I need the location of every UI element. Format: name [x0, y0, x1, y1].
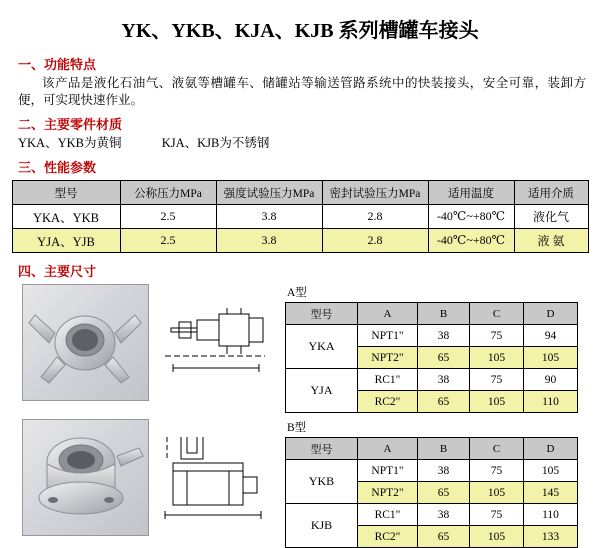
table-row	[286, 460, 578, 482]
cell-nominal-pressure: 2.5	[120, 229, 216, 253]
cell-c: 75	[470, 504, 524, 526]
th-c: C	[470, 303, 524, 325]
cell-nominal-pressure: 2.5	[120, 205, 216, 229]
table-header-row	[286, 438, 578, 460]
cell-d: 110	[524, 504, 578, 526]
cell-a: NPT2"	[358, 347, 418, 369]
cell-b: 65	[418, 526, 470, 548]
cell-seal-test: 2.8	[322, 229, 428, 253]
cell-a: RC2"	[358, 391, 418, 413]
cell-d: 145	[524, 482, 578, 504]
cell-a: NPT1"	[358, 460, 418, 482]
cell-model: YKB	[286, 460, 358, 504]
cell-c: 75	[470, 325, 524, 347]
cell-d: 105	[524, 347, 578, 369]
th-medium: 适用介质	[514, 181, 588, 205]
cell-a: NPT1"	[358, 325, 418, 347]
cell-a: RC1"	[358, 504, 418, 526]
product-photo-a	[22, 284, 149, 401]
cell-b: 65	[418, 482, 470, 504]
dimension-table-a	[285, 302, 578, 413]
th-b: B	[418, 303, 470, 325]
dimension-block-a	[0, 284, 600, 413]
cell-d: 90	[524, 369, 578, 391]
type-label-b: B型	[287, 422, 307, 434]
product-photo-b	[22, 419, 149, 536]
th-model: 型号	[286, 438, 358, 460]
material-line-steel: KJA、KJB为不锈钢	[161, 136, 270, 150]
cell-medium: 液化气	[514, 205, 588, 229]
cell-b: 38	[418, 504, 470, 526]
th-nominal-pressure: 公称压力MPa	[120, 181, 216, 205]
table-row	[286, 325, 578, 347]
th-strength-test: 强度试验压力MPa	[216, 181, 322, 205]
cell-model: YKA、YKB	[12, 205, 120, 229]
cell-strength-test: 3.8	[216, 229, 322, 253]
cell-c: 105	[470, 482, 524, 504]
th-d: D	[524, 303, 578, 325]
cell-c: 105	[470, 347, 524, 369]
dimension-table-b	[285, 437, 578, 548]
cell-temperature: -40℃~+80℃	[428, 205, 514, 229]
table-row	[286, 504, 578, 526]
cell-b: 65	[418, 347, 470, 369]
th-a: A	[358, 303, 418, 325]
cell-c: 105	[470, 526, 524, 548]
cell-medium: 液 氨	[514, 229, 588, 253]
cell-c: 75	[470, 460, 524, 482]
material-lines	[18, 135, 586, 152]
cell-b: 65	[418, 391, 470, 413]
cell-temperature: -40℃~+80℃	[428, 229, 514, 253]
cell-c: 105	[470, 391, 524, 413]
table-header-row	[286, 303, 578, 325]
technical-drawing-b	[157, 419, 275, 534]
table-header-row	[12, 181, 588, 205]
cell-model: YJA	[286, 369, 358, 413]
cell-d: 110	[524, 391, 578, 413]
dimension-table-wrap-b	[285, 419, 578, 548]
features-heading: 一、功能特点	[18, 57, 97, 72]
cell-a: RC1"	[358, 369, 418, 391]
dimension-block-b	[0, 419, 600, 548]
th-model: 型号	[12, 181, 120, 205]
th-a: A	[358, 438, 418, 460]
cell-b: 38	[418, 325, 470, 347]
cell-d: 94	[524, 325, 578, 347]
dimension-blocks	[0, 284, 600, 548]
th-c: C	[470, 438, 524, 460]
dimension-table-wrap-a	[285, 284, 578, 413]
cell-d: 133	[524, 526, 578, 548]
cell-a: NPT2"	[358, 482, 418, 504]
material-heading: 二、主要零件材质	[18, 117, 123, 132]
features-text: 该产品是液化石油气、液氨等槽罐车、储罐站等输送管路系统中的快装接头，安全可靠，装卸方便，可实现快速作业。	[18, 76, 586, 107]
material-line-brass: YKA、YKB为黄铜	[18, 136, 122, 150]
cell-model: KJB	[286, 504, 358, 548]
th-temperature: 适用温度	[428, 181, 514, 205]
performance-table	[12, 180, 589, 253]
cell-model: YKA	[286, 325, 358, 369]
cell-a: RC2"	[358, 526, 418, 548]
table-row	[286, 369, 578, 391]
th-d: D	[524, 438, 578, 460]
technical-drawing-a	[157, 284, 275, 399]
table-row	[12, 229, 588, 253]
cell-c: 75	[470, 369, 524, 391]
cell-model: YJA、YJB	[12, 229, 120, 253]
th-b: B	[418, 438, 470, 460]
cell-strength-test: 3.8	[216, 205, 322, 229]
dimensions-heading: 四、主要尺寸	[18, 264, 97, 279]
type-label-a: A型	[287, 287, 307, 299]
cell-seal-test: 2.8	[322, 205, 428, 229]
page-title: YK、YKB、KJA、KJB 系列槽罐车接头	[121, 20, 479, 42]
table-row	[12, 205, 588, 229]
cell-d: 105	[524, 460, 578, 482]
cell-b: 38	[418, 369, 470, 391]
th-seal-test: 密封试验压力MPa	[322, 181, 428, 205]
cell-b: 38	[418, 460, 470, 482]
performance-heading: 三、性能参数	[18, 160, 97, 175]
th-model: 型号	[286, 303, 358, 325]
